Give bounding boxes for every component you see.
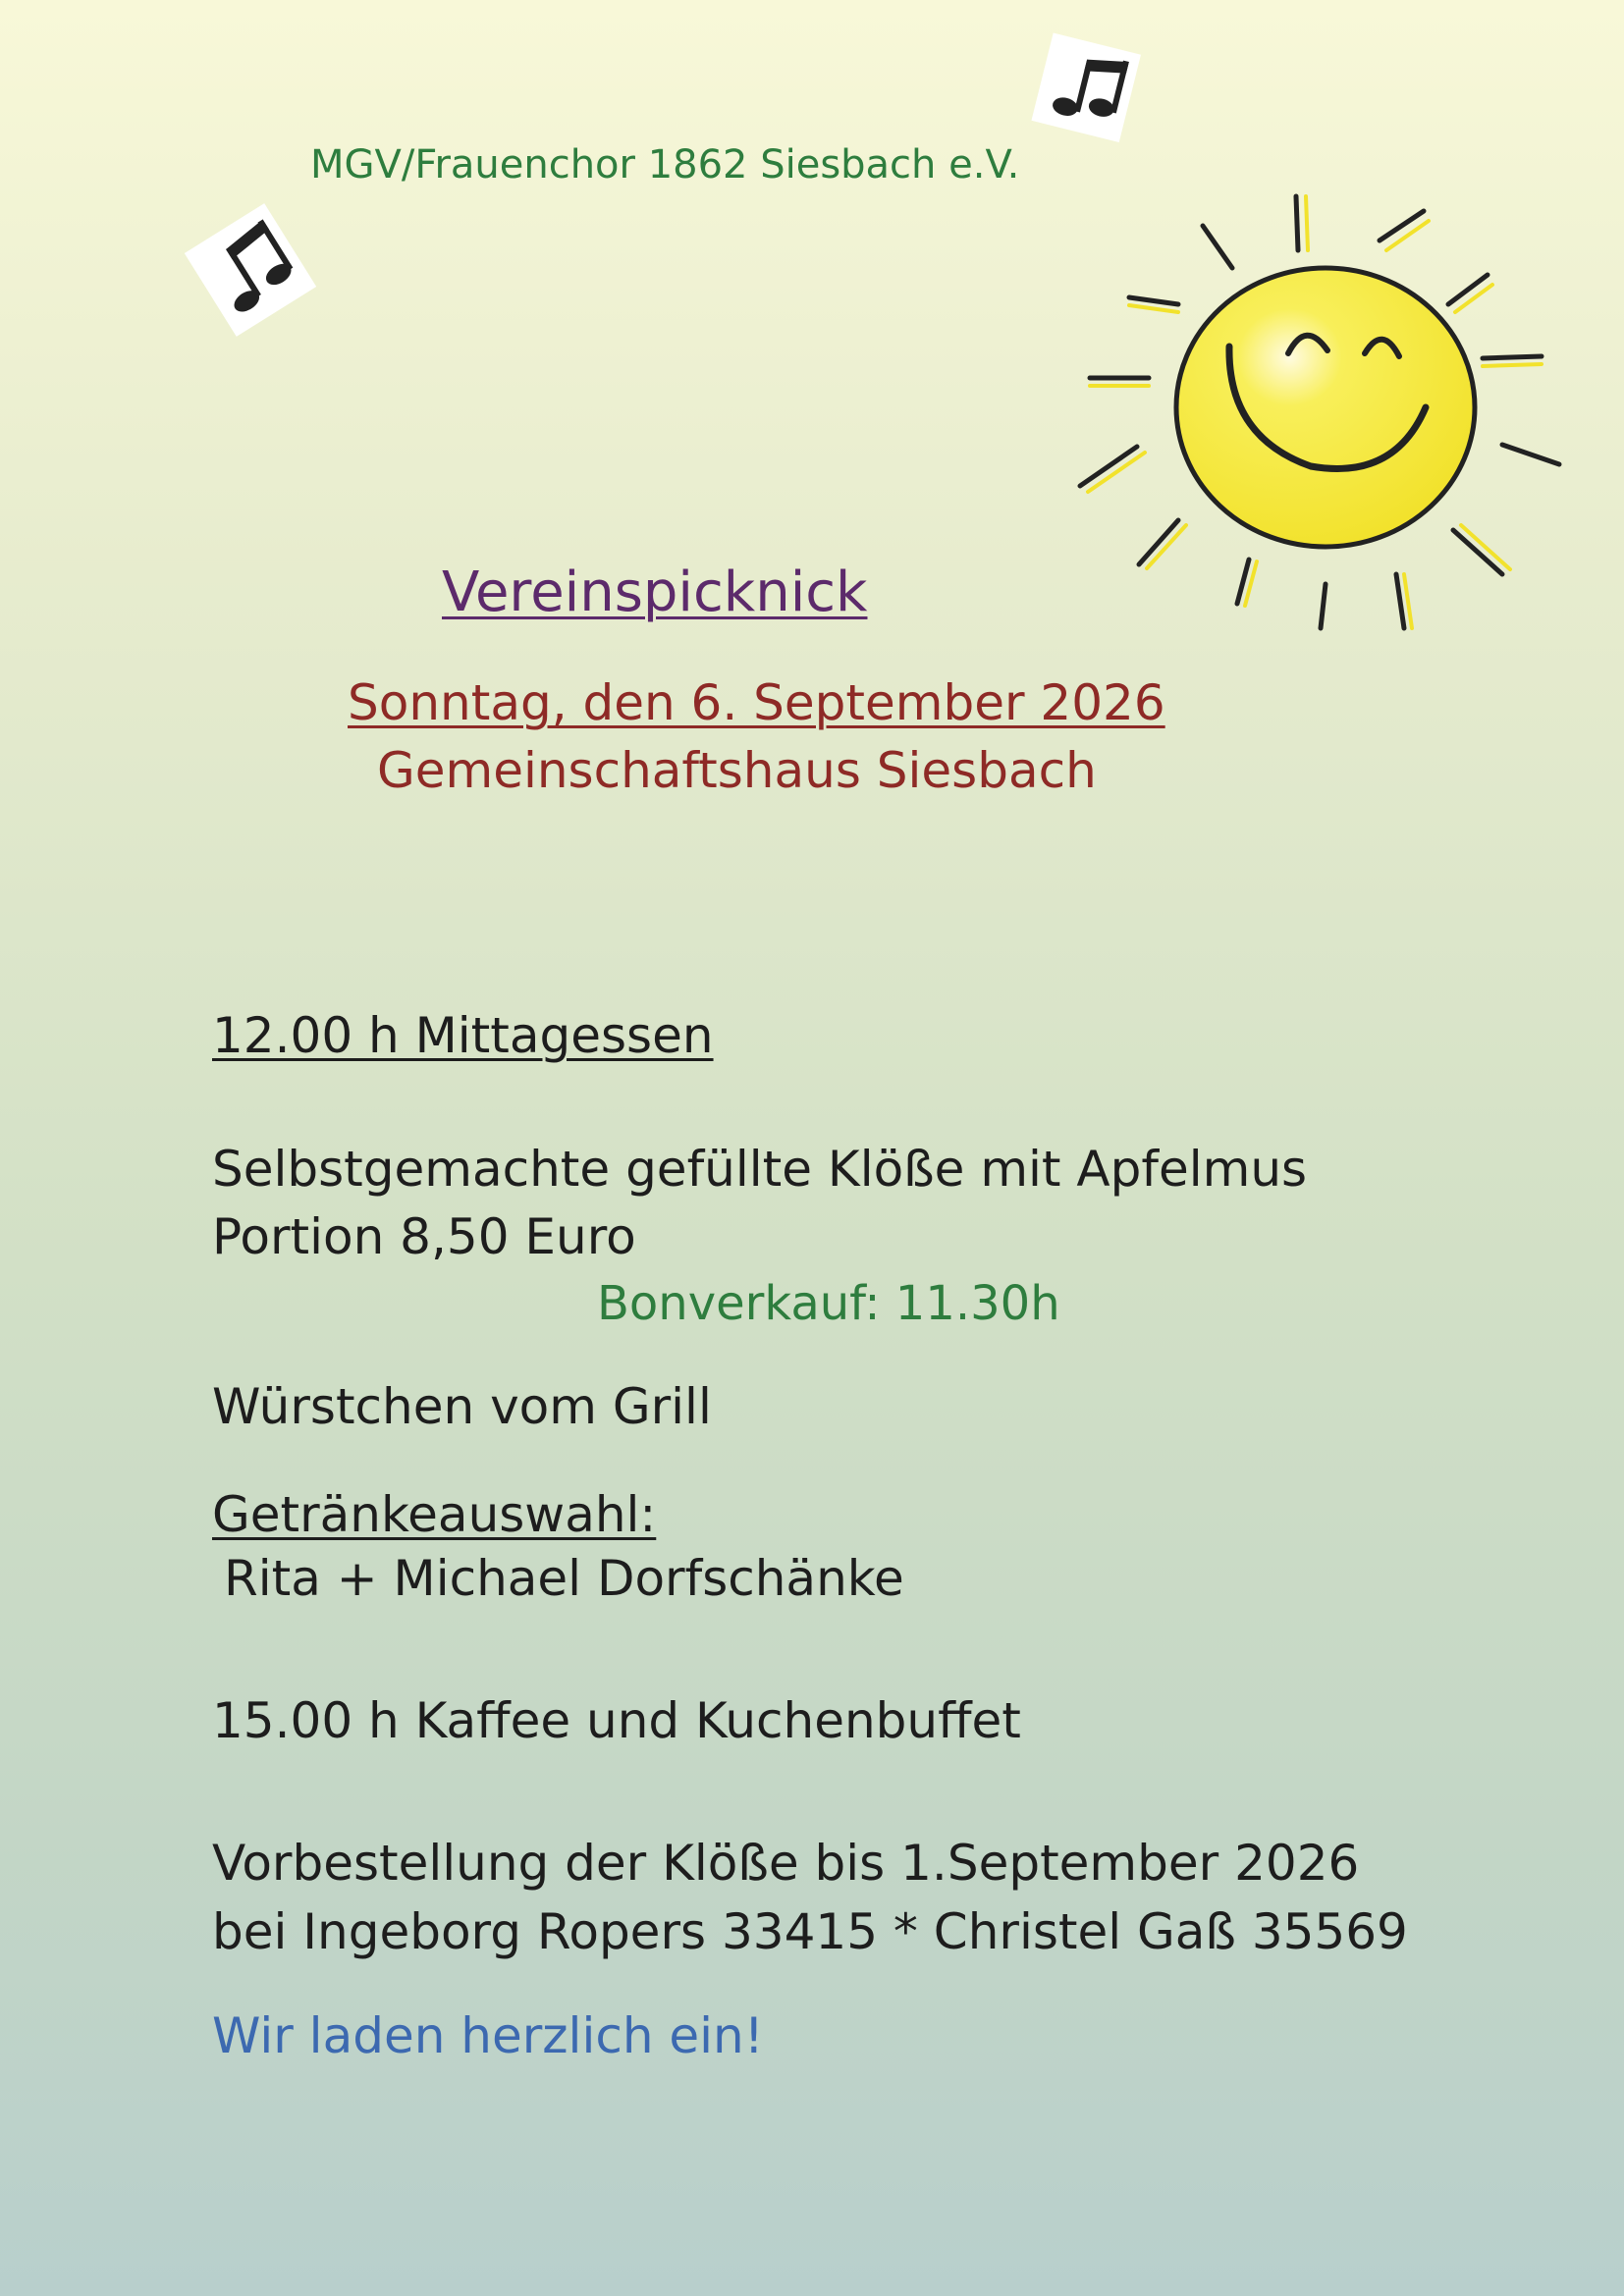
coffee-item: 15.00 h Kaffee und Kuchenbuffet [212,1692,1021,1749]
drinks-provider: Rita + Michael Dorfschänke [224,1550,904,1607]
event-title: Vereinspicknick [442,561,868,624]
music-note-icon [182,196,319,344]
event-date: Sonntag, den 6. September 2026 [348,674,1165,731]
invitation-text: Wir laden herzlich ein! [212,2007,764,2064]
preorder-line-1: Vorbestellung der Klöße bis 1.September 2026 [212,1835,1360,1892]
grill-item: Würstchen vom Grill [212,1378,712,1435]
club-name: MGV/Frauenchor 1862 Siesbach e.V. [310,142,1020,187]
music-note-icon [1021,25,1149,152]
drinks-heading: Getränkeauswahl: [212,1486,657,1543]
event-venue: Gemeinschaftshaus Siesbach [377,742,1097,799]
voucher-sale: Bonverkauf: 11.30h [597,1276,1060,1331]
lunch-price: Portion 8,50 Euro [212,1208,636,1265]
smiling-sun-icon [1070,182,1581,643]
lunch-heading: 12.00 h Mittagessen [212,1007,714,1064]
lunch-dish: Selbstgemachte gefüllte Klöße mit Apfelmus [212,1141,1308,1198]
preorder-line-2: bei Ingeborg Ropers 33415 * Christel Gaß 35569 [212,1903,1408,1960]
